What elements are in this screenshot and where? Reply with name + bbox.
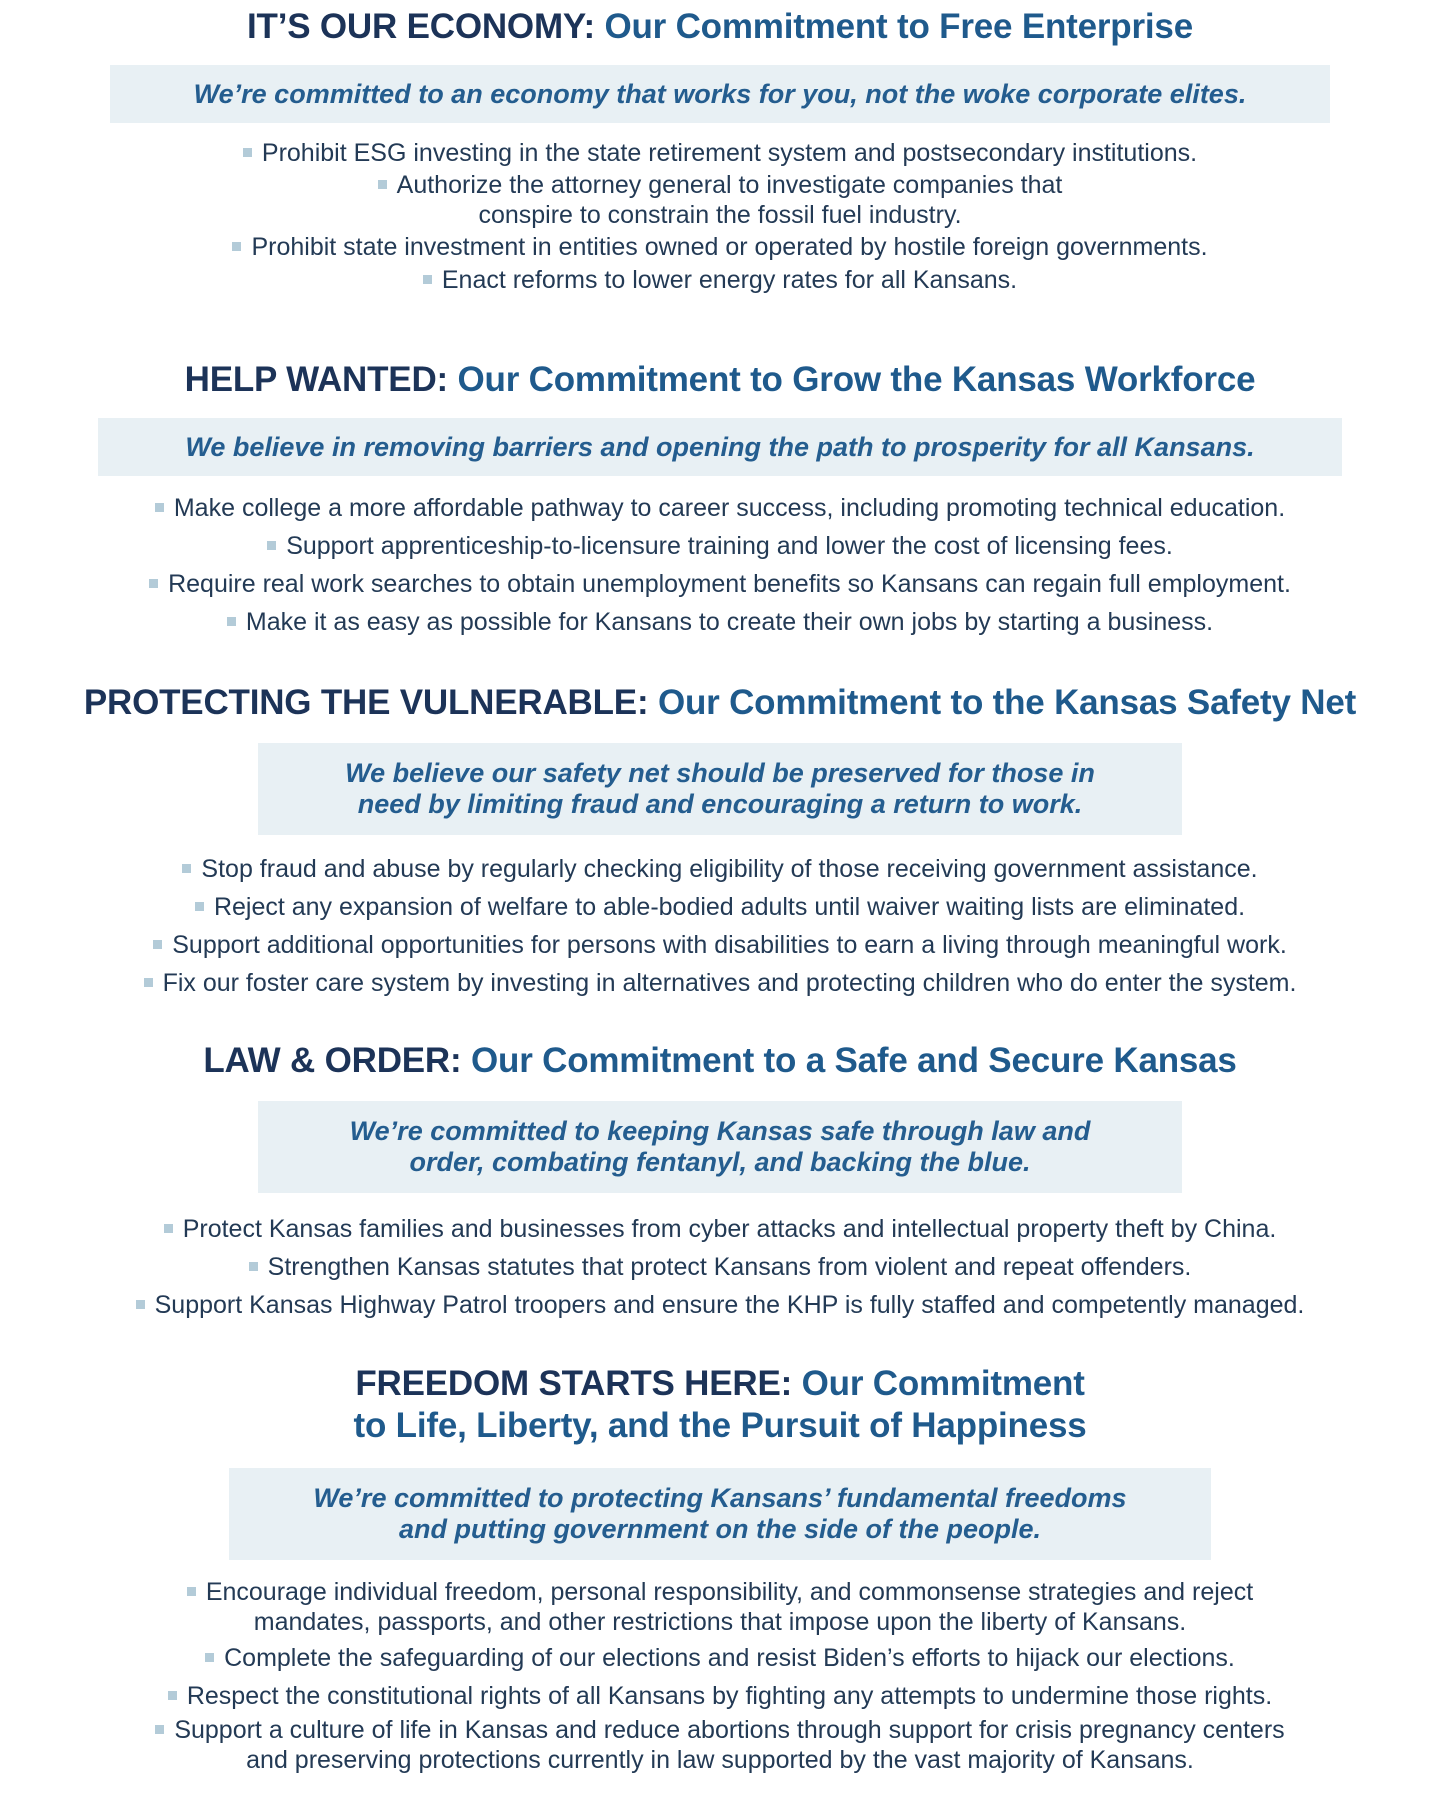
bullet-list	[0, 1577, 1440, 1775]
square-bullet-icon	[164, 1224, 173, 1233]
list-item: Support Kansas Highway Patrol troopers and ensure the KHP is fully staffed and competently managed.	[0, 1286, 1440, 1324]
square-bullet-icon	[378, 180, 387, 189]
heading-rest-line-2: to Life, Liberty, and the Pursuit of Happiness	[353, 1406, 1087, 1445]
commitment-banner	[258, 743, 1182, 835]
heading-lead: FREEDOM STARTS HERE:	[355, 1364, 793, 1403]
square-bullet-icon	[155, 503, 164, 512]
list-item: Support apprenticeship-to-licensure training and lower the cost of licensing fees.	[0, 527, 1440, 565]
list-item: Prohibit ESG investing in the state retirement system and postsecondary institutions.	[0, 137, 1440, 169]
square-bullet-icon	[168, 1691, 177, 1700]
bullet-list	[0, 850, 1440, 1002]
section-freedom	[0, 1363, 1440, 1775]
banner-line: We’re committed to an economy that works for you, not the woke corporate elites.	[193, 78, 1247, 109]
list-item: Make college a more affordable pathway to career success, including promoting technical education.	[0, 489, 1440, 527]
list-item: Prohibit state investment in entities owned or operated by hostile foreign governments.	[0, 231, 1440, 263]
square-bullet-icon	[267, 541, 276, 550]
bullet-list	[0, 489, 1440, 641]
list-item: Stop fraud and abuse by regularly checking eligibility of those receiving government assistance.	[0, 850, 1440, 888]
heading-lead: IT’S OUR ECONOMY:	[247, 7, 595, 46]
list-item: Require real work searches to obtain unemployment benefits so Kansans can regain full employment.	[0, 565, 1440, 603]
banner-line: order, combating fentanyl, and backing the blue.	[409, 1147, 1031, 1177]
square-bullet-icon	[232, 242, 241, 251]
commitment-banner	[258, 1101, 1182, 1193]
square-bullet-icon	[149, 579, 158, 588]
list-item: Complete the safeguarding of our elections and resist Biden’s efforts to hijack our elections.	[0, 1639, 1440, 1677]
section-safety-net	[0, 682, 1440, 1002]
commitment-banner	[110, 65, 1330, 123]
section-heading	[0, 6, 1440, 48]
heading-rest: Our Commitment to Free Enterprise	[604, 7, 1193, 46]
square-bullet-icon	[205, 1653, 214, 1662]
banner-line: We’re committed to protecting Kansans’ fundamental freedoms	[313, 1483, 1127, 1513]
heading-lead: LAW & ORDER:	[203, 1041, 462, 1080]
square-bullet-icon	[153, 940, 162, 949]
list-item: Support additional opportunities for persons with disabilities to earn a living through meaningful work.	[0, 926, 1440, 964]
square-bullet-icon	[187, 1587, 196, 1596]
heading-lead: HELP WANTED:	[184, 360, 448, 399]
list-item: Encourage individual freedom, personal responsibility, and commonsense strategies and reject mandates, passports, and other restrictions that impose upon the liberty of Kansans.	[0, 1577, 1440, 1637]
square-bullet-icon	[227, 617, 236, 626]
heading-line	[0, 1363, 1440, 1405]
square-bullet-icon	[423, 275, 432, 284]
banner-line: We believe our safety net should be preserved for those in	[345, 758, 1095, 788]
square-bullet-icon	[182, 864, 191, 873]
square-bullet-icon	[144, 978, 153, 987]
list-item: Fix our foster care system by investing in alternatives and protecting children who do enter the system.	[0, 964, 1440, 1002]
square-bullet-icon	[155, 1725, 164, 1734]
list-item: Enact reforms to lower energy rates for all Kansans.	[0, 264, 1440, 296]
list-item: Reject any expansion of welfare to able-bodied adults until waiver waiting lists are eliminated.	[0, 888, 1440, 926]
heading-rest: Our Commitment to Grow the Kansas Workforce	[457, 360, 1256, 399]
heading-lead: PROTECTING THE VULNERABLE:	[83, 683, 649, 722]
list-item: Authorize the attorney general to investigate companies that conspire to constrain the fossil fuel industry.	[0, 170, 1440, 230]
banner-line: need by limiting fraud and encouraging a return to work.	[357, 789, 1083, 819]
bullet-list	[0, 1210, 1440, 1324]
bullet-list	[0, 137, 1440, 296]
section-workforce	[0, 359, 1440, 641]
list-item: Strengthen Kansas statutes that protect Kansans from violent and repeat offenders.	[0, 1248, 1440, 1286]
list-item: Make it as easy as possible for Kansans to create their own jobs by starting a business.	[0, 603, 1440, 641]
commitment-banner	[98, 418, 1342, 476]
heading-rest: Our Commitment to a Safe and Secure Kansas	[470, 1041, 1237, 1080]
square-bullet-icon	[249, 1262, 258, 1271]
section-heading	[0, 682, 1440, 724]
section-heading	[0, 1040, 1440, 1082]
square-bullet-icon	[136, 1300, 145, 1309]
list-item: Protect Kansas families and businesses from cyber attacks and intellectual property theft by China.	[0, 1210, 1440, 1248]
banner-line: and putting government on the side of the people.	[398, 1514, 1041, 1544]
banner-line: We’re committed to keeping Kansas safe through law and	[349, 1116, 1091, 1146]
section-heading	[0, 1363, 1440, 1447]
list-item: Respect the constitutional rights of all Kansans by fighting any attempts to undermine those rights.	[0, 1677, 1440, 1715]
heading-rest: Our Commitment	[801, 1364, 1085, 1403]
section-economy	[0, 6, 1440, 296]
section-heading	[0, 359, 1440, 401]
list-item: Support a culture of life in Kansas and reduce abortions through support for crisis pregnancy centers and preserving protections currently in law supported by the vast majority of Kansans.	[0, 1715, 1440, 1775]
square-bullet-icon	[243, 148, 252, 157]
banner-line: We believe in removing barriers and opening the path to prosperity for all Kansans.	[185, 431, 1255, 462]
square-bullet-icon	[195, 902, 204, 911]
commitment-banner	[229, 1468, 1211, 1560]
section-law-order	[0, 1040, 1440, 1324]
heading-rest: Our Commitment to the Kansas Safety Net	[657, 683, 1357, 722]
